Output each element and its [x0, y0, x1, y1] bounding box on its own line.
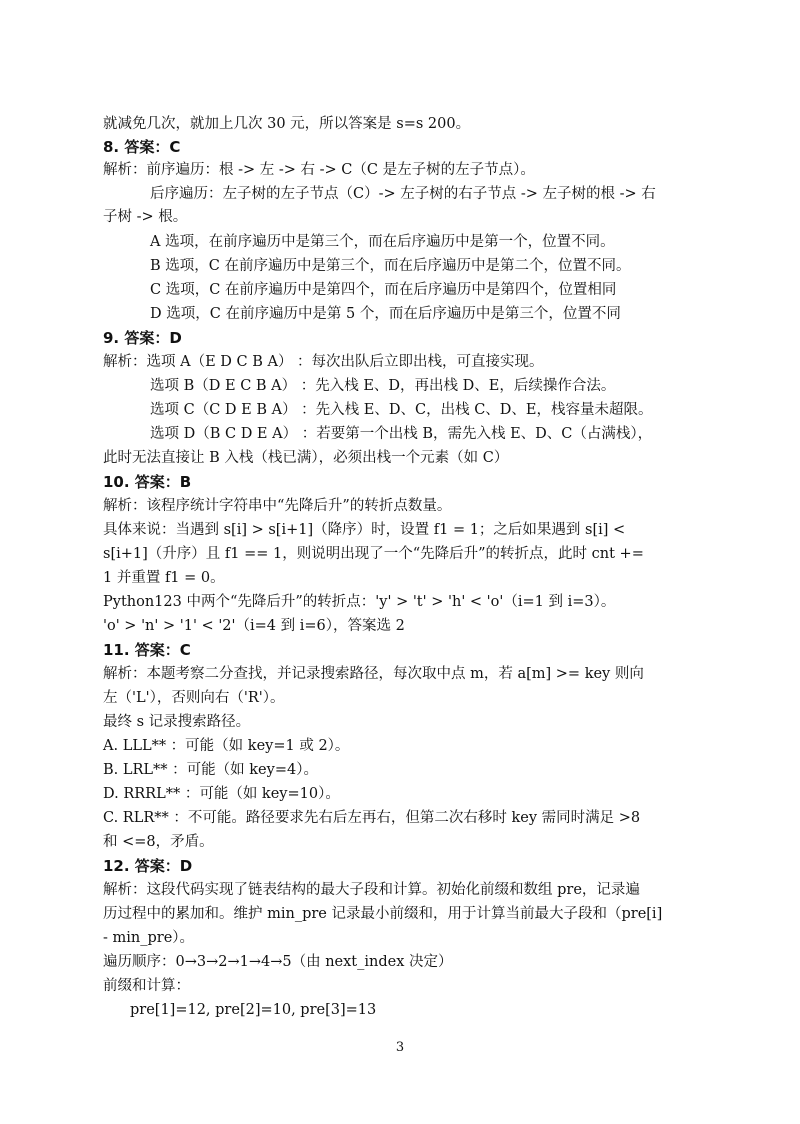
text-line: 具体来说：当遇到 s[i] > s[i+1]（降序）时，设置 f1 = 1；之后如果遇到 s[i] < — [103, 522, 626, 538]
text-line: 解析：该程序统计字符串中“先降后升”的转折点数量。 — [103, 498, 452, 514]
text-line: 后序遍历：左子树的左子节点（C）-> 左子树的右子节点 -> 左子树的根 -> 右 — [150, 186, 656, 202]
text-line: 解析：选项 A（E D C B A） ：每次出队后立即出栈，可直接实现。 — [103, 354, 544, 370]
text-line: 子树 -> 根。 — [103, 209, 188, 225]
text-line: B. LRL** ：可能（如 key=4）。 — [103, 762, 318, 778]
text-line: 1 并重置 f1 = 0。 — [103, 570, 225, 586]
text-line: 就减免几次，就加上几次 30 元，所以答案是 s=s 200。 — [103, 116, 471, 132]
text-line: - min_pre）。 — [103, 930, 195, 946]
text-line: D 选项，C 在前序遍历中是第 5 个，而在后序遍历中是第三个，位置不同 — [150, 306, 621, 322]
text-line: 和 <=8，矛盾。 — [103, 834, 214, 850]
page-number: 3 — [395, 1040, 405, 1055]
text-line: 遍历顺序：0→3→2→1→4→5（由 next_index 决定） — [103, 954, 453, 970]
answer-heading-11: 11. 答案：C — [103, 641, 191, 659]
text-line: 选项 C（C D E B A） ：先入栈 E、D、C，出栈 C、D、E，栈容量未超限。 — [150, 402, 653, 418]
text-line: Python123 中两个“先降后升”的转折点：'y' > 't' > 'h' < 'o'（i=1 到 i=3）。 — [103, 594, 616, 610]
text-line: A 选项，在前序遍历中是第三个，而在后序遍历中是第一个，位置不同。 — [150, 234, 615, 250]
text-line: B 选项，C 在前序遍历中是第三个，而在后序遍历中是第二个，位置不同。 — [150, 258, 631, 274]
text-line: D. RRRL** ：可能（如 key=10）。 — [103, 786, 340, 802]
text-line: 解析：本题考察二分查找，并记录搜索路径，每次取中点 m，若 a[m] >= key 则向 — [103, 666, 644, 682]
text-line: s[i+1]（升序）且 f1 == 1，则说明出现了一个“先降后升”的转折点，此时 cnt += — [103, 546, 644, 562]
text-line: pre[1]=12, pre[2]=10, pre[3]=13 — [130, 1002, 377, 1018]
text-line: 解析：前序遍历：根 -> 左 -> 右 -> C（C 是左子树的左子节点）。 — [103, 162, 535, 178]
answer-heading-8: 8. 答案：C — [103, 138, 181, 156]
text-line: 此时无法直接让 B 入栈（栈已满），必须出栈一个元素（如 C） — [103, 450, 509, 466]
text-line: 选项 D（B C D E A） ：若要第一个出栈 B，需先入栈 E、D、C（占满栈）， — [150, 426, 653, 442]
text-line: 选项 B（D E C B A） ：先入栈 E、D，再出栈 D、E，后续操作合法。 — [150, 378, 616, 394]
text-line: 左（'L'），否则向右（'R'）。 — [103, 690, 285, 706]
text-line: C 选项，C 在前序遍历中是第四个，而在后序遍历中是第四个，位置相同 — [150, 282, 617, 298]
text-line: 最终 s 记录搜索路径。 — [103, 714, 251, 730]
answer-heading-10: 10. 答案：B — [103, 473, 192, 491]
text-line: 历过程中的累加和。维护 min_pre 记录最小前缀和，用于计算当前最大子段和（pre[i] — [103, 906, 663, 922]
text-line: 'o' > 'n' > '1' < '2'（i=4 到 i=6），答案选 2 — [103, 618, 405, 634]
answer-heading-12: 12. 答案：D — [103, 857, 193, 875]
answer-heading-9: 9. 答案：D — [103, 329, 182, 347]
text-line: C. RLR** ：不可能。路径要求先右后左再右，但第二次右移时 key 需同时满足 >8 — [103, 810, 641, 826]
text-line: A. LLL** ：可能（如 key=1 或 2）。 — [103, 738, 350, 754]
text-line: 前缀和计算： — [103, 978, 190, 994]
text-line: 解析：这段代码实现了链表结构的最大子段和计算。初始化前缀和数组 pre，记录遍 — [103, 882, 640, 898]
